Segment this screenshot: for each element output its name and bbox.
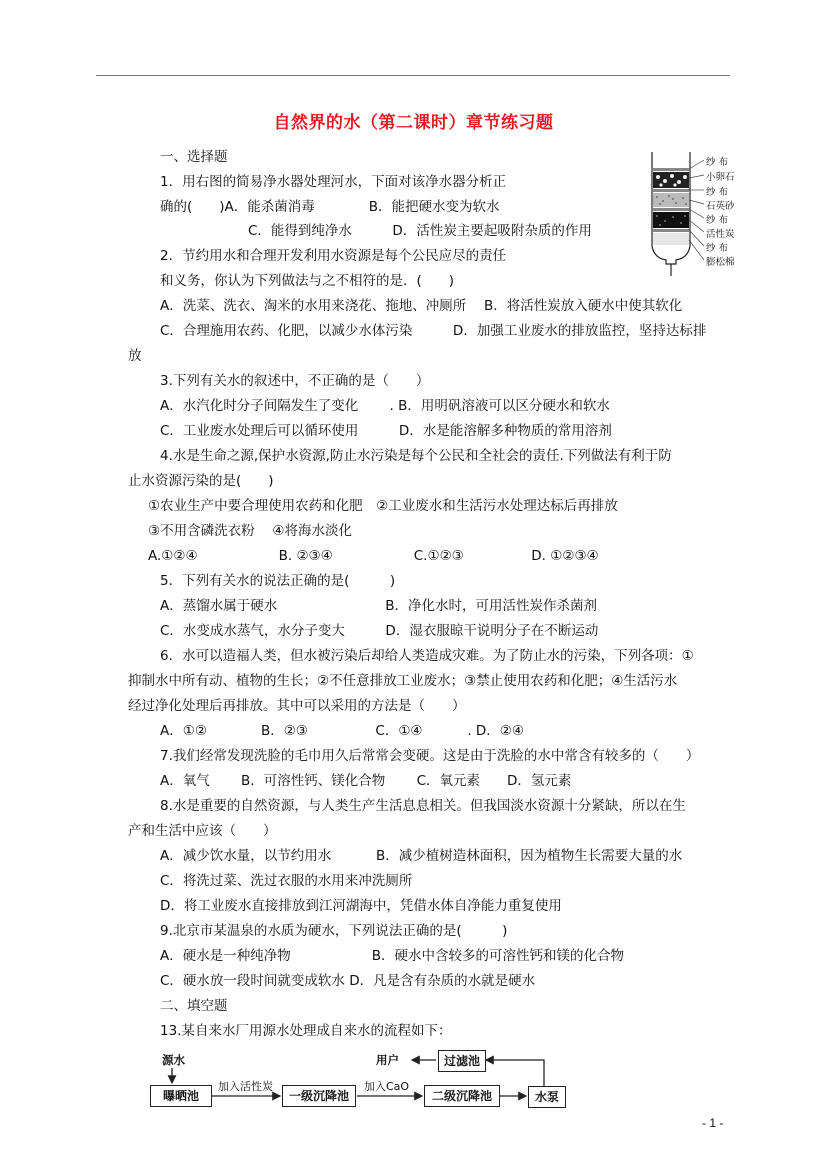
flow-box-pump: 水泵 xyxy=(528,1086,566,1108)
question-line: 放 xyxy=(128,348,142,364)
flow-label-add-carbon: 加入活性炭 xyxy=(218,1080,273,1093)
question-line: C．工业废水处理后可以循环使用 D．水是能溶解多种物质的常用溶剂 xyxy=(160,423,612,439)
question-line: 13.某自来水厂用源水处理成自来水的流程如下： xyxy=(160,1023,452,1039)
flow-label-add-cao: 加入CaO xyxy=(364,1080,410,1093)
question-line: A．①② B．②③ C．①④ . D．②④ xyxy=(160,723,525,739)
flow-box-sun-pool: 曝晒池 xyxy=(150,1085,212,1107)
flow-user-label: 用户 xyxy=(376,1053,399,1067)
question-line: A．硬水是一种纯净物 B．硬水中含较多的可溶性钙和镁的化合物 xyxy=(160,948,624,964)
question-line: C．能得到纯净水 D．活性炭主要起吸附杂质的作用 xyxy=(248,223,592,239)
filter-label-activated-carbon: 活性炭 xyxy=(706,229,735,240)
question-line: C．硬水放一段时间就变成软水 D．凡是含有杂质的水就是硬水 xyxy=(160,973,536,989)
question-line: 2．节约用水和合理开发利用水资源是每个公民应尽的责任 xyxy=(160,248,507,264)
question-line: 6．水可以造福人类，但水被污染后却给人类造成灾难。为了防止水的污染，下列各项：① xyxy=(160,648,694,664)
filter-label-cotton: 膨松棉 xyxy=(706,257,735,268)
question-line: 7.我们经常发现洗脸的毛巾用久后常常会变硬。这是由于洗脸的水中常含有较多的（ ） xyxy=(160,748,700,764)
question-line: 9.北京市某温泉的水质为硬水，下列说法正确的是( ) xyxy=(160,923,508,939)
question-line: C．合理施用农药、化肥，以减少水体污染 D．加强工业废水的排放监控，坚持达标排 xyxy=(160,323,707,339)
question-line: 产和生活中应该（ ） xyxy=(128,823,277,839)
question-line: A.①②④ B. ②③④ C.①②③ D. ①②③④ xyxy=(148,548,599,564)
question-line: A．水汽化时分子间隔发生了变化 . B．用明矾溶液可以区分硬水和软水 xyxy=(160,398,610,414)
flow-box-secondary-settling: 二级沉降池 xyxy=(424,1085,500,1107)
question-line: ③不用含磷洗衣粉 ④将海水淡化 xyxy=(148,523,352,539)
question-line: 止水资源污染的是( ) xyxy=(128,473,274,489)
flow-box-filter-pool: 过滤池 xyxy=(438,1050,486,1072)
filter-label-gauze-1: 纱 布 xyxy=(706,157,729,168)
question-line: D．将工业废水直接排放到江河湖海中，凭借水体自净能力重复使用 xyxy=(160,898,562,914)
question-line: C．水变成水蒸气，水分子变大 D．湿衣服晾干说明分子在不断运动 xyxy=(160,623,599,639)
question-line: 确的( )A．能杀菌消毒 B．能把硬水变为软水 xyxy=(160,199,500,215)
section-heading-fill: 二、填空题 xyxy=(160,998,228,1014)
question-line: 4.水是生命之源,保护水资源,防止水污染是每个公民和全社会的责任.下列做法有利于防 xyxy=(160,448,672,464)
filter-label-pebbles: 小卵石 xyxy=(706,172,735,183)
question-line: A．蒸馏水属于硬水 B．净化水时，可用活性炭作杀菌剂 xyxy=(160,598,597,614)
water-treatment-flowchart xyxy=(150,1050,590,1112)
question-line: ①农业生产中要合理使用农药和化肥 ②工业废水和生活污水处理达标后再排放 xyxy=(148,498,618,514)
filter-label-gauze-4: 纱 布 xyxy=(706,243,729,254)
page-title: 自然界的水（第二课时）章节练习题 xyxy=(273,113,554,133)
header-rule xyxy=(96,75,730,76)
question-line: 经过净化处理后再排放。其中可以采用的方法是（ ） xyxy=(128,698,466,714)
water-filter-figure xyxy=(648,148,768,278)
question-line: 1．用右图的简易净水器处理河水，下面对该净水器分析正 xyxy=(160,174,507,190)
question-line: 5．下列有关水的说法正确的是( ) xyxy=(160,573,396,589)
flow-box-primary-settling: 一级沉降池 xyxy=(282,1085,356,1107)
question-line: 和义务，你认为下列做法与之不相符的是．( ) xyxy=(160,273,455,289)
question-line: A．氧气 B．可溶性钙、镁化合物 C．氧元素 D．氢元素 xyxy=(160,773,572,789)
page-number: - 1 - xyxy=(702,1116,724,1130)
question-line: 3.下列有关水的叙述中，不正确的是（ ） xyxy=(160,373,430,389)
filter-label-quartz-sand: 石英砂 xyxy=(706,201,735,212)
filter-label-gauze-2: 纱 布 xyxy=(706,187,729,198)
question-line: C．将洗过菜、洗过衣服的水用来冲洗厕所 xyxy=(160,873,413,889)
question-line: 8.水是重要的自然资源，与人类生产生活息息相关。但我国淡水资源十分紧缺，所以在生 xyxy=(160,798,686,814)
flow-source-label: 源水 xyxy=(162,1053,185,1067)
section-heading-choice: 一、选择题 xyxy=(160,149,228,165)
question-line: 抑制水中所有动、植物的生长；②不任意排放工业废水；③禁止使用农药和化肥；④生活污水 xyxy=(128,673,678,689)
question-line: A．洗菜、洗衣、淘米的水用来浇花、拖地、冲厕所 B．将活性炭放入硬水中使其软化 xyxy=(160,298,683,314)
question-line: A．减少饮水量，以节约用水 B．减少植树造林面积，因为植物生长需要大量的水 xyxy=(160,848,683,864)
filter-label-gauze-3: 纱 布 xyxy=(706,215,729,226)
